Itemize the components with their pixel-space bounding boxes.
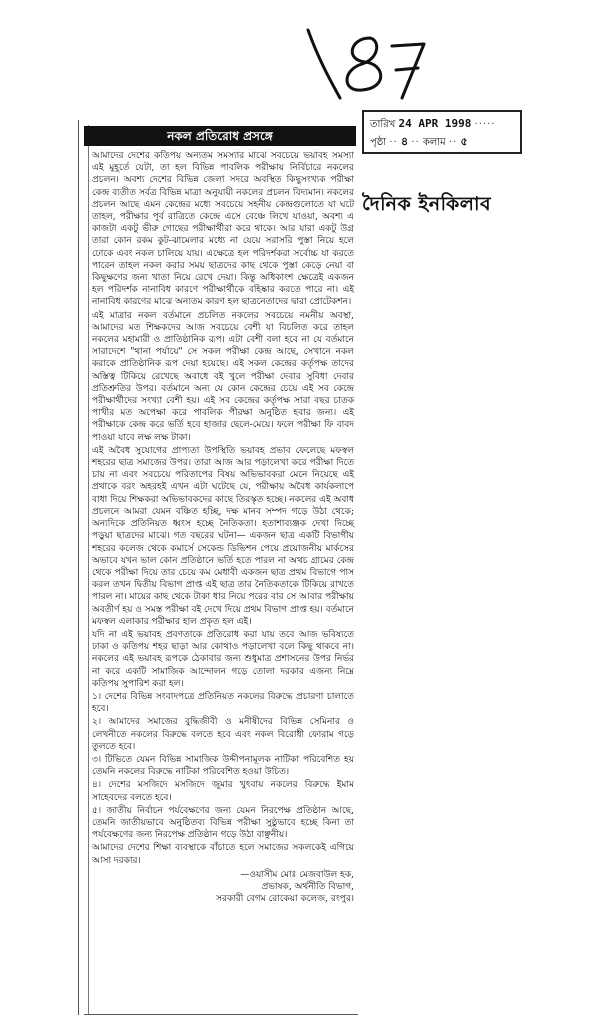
stamp-column-label: কলাম <box>422 137 446 148</box>
column-rule <box>88 125 89 1015</box>
article-paragraph: যদি না এই ভয়াবহ প্রবণতাকে প্রতিরোধ করা যায় তবে আজ ভবিষ্যতে ঢাকা ও কতিপয় শহর ছাড়া আর কোথাও পড়ালেখা বলে কিছু থাকবে না। নকলের এই ভয়াবহ রূপকে ঠেকাবার জন্য শুধুমাত্র প্রশাসনের উপর নির্ভর না করে একটি সামাজিক আন্দোলন গড়ে তোলা দরকার এজন্য নিম্নে কতিপয় সুপারিশ করা হল। <box>92 629 354 689</box>
stamp-dots: ·· <box>448 137 458 148</box>
folio-number-text: 187 <box>500 218 502 219</box>
stamp-column-value: ৫ <box>460 135 468 148</box>
clipping-bottom-edge <box>84 1014 358 1015</box>
article-headline: নকল প্রতিরোধ প্রসঙ্গে <box>84 126 356 146</box>
stamp-date-label: তারিখ <box>370 119 396 130</box>
stamp-dots: ·· <box>411 137 420 148</box>
stamp-page-row <box>370 133 514 151</box>
newspaper-name: দৈনিক ইনকিলাব <box>362 193 492 215</box>
stamp-page-label: পৃষ্ঠা <box>370 137 387 148</box>
article-paragraph: এই মাত্রার নকল বর্তমানে প্রচলিত নকলের সবচেয়ে নমনীয় অবস্থা, আমাদের মত শিক্ষকদের আজ সবচেয়ে বেশী যা বিচলিত করে তাহল নকলের মহামারী ও প্রাতিষ্ঠানিক রূপ। এটা বেশী বলা হবে না যে বর্তমানে সারাদেশে "থানা পর্যায়ে" সে সকল পরীক্ষা কেন্দ্র আছে, সেখানে নকল করাকে প্রাতিষ্ঠানিক রূপ দেয়া হয়েছে। এই সকল কেন্দ্রের কর্তৃপক্ষ তাদের অস্তিত্ব টিকিয়ে রেখেছে অবাধে বই খুলে পরীক্ষা দেবার সুবিধা দেবার প্রতিশ্রুতির উপর। বর্তমানে অন্য যে কোন কেন্দ্রের চেয়ে এই সব কেন্দ্রে পরীক্ষার্থীদের সংখ্যা বেশী হয়। এই সব কেন্দ্রের কর্তৃপক্ষ সারা বছর চাতক পাখীর মত অপেক্ষা করে পাবলিক পীরক্ষা অনুষ্ঠিত হবার জন্য। এই পরীক্ষাকে কেন্দ্র করে ভর্তি হবে হাজার ছেলে-মেয়ে। ফলে পরীক্ষা ফি বাবদ পাওয়া যাবে লক্ষ লক্ষ টাকা। <box>92 310 354 443</box>
author-title: প্রভাষক, অর্থনীতি বিভাগ, <box>261 881 354 892</box>
author-institution: সরকারী বেগম রোকেয়া কলেজ, রংপুর। <box>216 894 354 905</box>
recommendation-item: ৩। টিভিতে যেমন বিভিন্ন সামাজিক উদ্দীপনামূলক নাটিকা পরিবেশিত হয় তেমনি নকলের বিরুদ্ধে নাটিকা পরিবেশিত হওয়া উচিত। <box>92 754 354 778</box>
recommendation-item: ২। আমাদের সমাজের বুদ্ধিজীবী ও মনীষীদের বিভিন্ন সেমিনার ও লেখনীতে নকলের বিরুদ্ধে বলতে হবে এবং নকল বিরোধী ফোরাম গড়ে তুলতে হবে। <box>92 717 354 752</box>
stamp-page-value: ৪ <box>400 135 409 148</box>
recommendation-item: ৫। জাতীয় নির্বাচন পর্যবেক্ষণের জন্য যেমন নিরপেক্ষ প্রতিষ্ঠান আছে, তেমনি জাতীয়ভাবে অনুষ্ঠিতব্য বিভিন্ন পরীক্ষা সুষ্ঠুভাবে হচ্ছে কিনা তা পর্যবেক্ষণের জন্য নিরপেক্ষ প্রতিষ্ঠান গড়ে উঠা বাঞ্ছনীয়। <box>92 805 354 841</box>
article-paragraph: আমাদের দেশের কতিপয় অন্যতম সমস্যার মাঝে সবচেয়ে ভয়াবহ সমস্যা এই মুহূর্তে যেটা, তা হল বিভিন্ন পাবলিক পরীক্ষায় নির্বিচারে নকলের প্রচলন। অবশ্য দেশের বিভিন্ন জেলা সদরে অবস্থিত কিছুসংখ্যক পরীক্ষা কেন্দ্র ব্যতীত সর্বত্র বিভিন্ন মাত্রা অনুযায়ী নকলের প্রচলন বিদ্যমান। নকলের প্রচলন আছে এমন কেন্দ্রের মধ্যে সবচেয়ে সহনীয় কেন্দ্রগুলোতে যা ঘটে তাহল, পরীক্ষার পূর্ব রাত্রিতে কেন্দ্রে এসে বেঞ্চে লিখে যাওয়া, অবশ্য এ কাজটা একটু ভীরু গোছের পরীক্ষার্থীরা করে থাকে। আর যারা একটু উগ্র তারা কোন রকম কুট-ঝামেলার মধ্যে না যেয়ে সরাসরি পুস্তা নিয়ে হলে ঢোকে এবং নকল চালিয়ে যায়। এক্ষেত্রে হল পরিদর্শকরা সর্বোচ্চ যা করতে পারেন তাহল নকল করার সময় ছাত্রদের কাছ থেকে পুস্তা কেড়ে নেয়া বা কিছুক্ষণের জন্য খাতা নিয়ে রেখে দেয়া। কিন্তু অধিকাংশ ক্ষেত্রেই একজন হল পরিদর্শক নানাবিধ কারণে পরীক্ষার্থীকে বহিষ্কার করতে পারে না। এই নানাবিধ কারণের মাঝে অন্যতম কারণ হল ছাত্রনেতাদের দ্বারা প্রোটেকশন। <box>92 151 354 308</box>
stamp-dots: ·· <box>389 137 398 148</box>
recommendation-item: ১। দেশের বিভিন্ন সংবাদপত্রে প্রতিনিয়ত নকলের বিরুদ্ধে প্রচারণা চালাতে হবে। <box>92 691 354 715</box>
stamp-date-row <box>370 115 514 133</box>
author-signature <box>92 869 354 906</box>
stamp-dots: ····· <box>474 119 496 130</box>
recommendation-item: ৪। দেশের মসজিদে মসজিদে জুমার খুৎবায় নকলের বিরুদ্ধে ইমাম সাহেবদের বলতে হবে। <box>92 780 354 803</box>
article-paragraph: এই অবৈধ সুযোগের প্রাপ্যতা উপস্থিতি ভয়াবহ প্রভাব ফেলেছে মফস্বল শহরের ছাত্র সমাজের উপর। তারা আজ আর পড়ালেখা করে পরীক্ষা দিতে চায় না এবং সবচেয়ে পরিতাপের বিষয় অভিভাবকরা মেনে নিয়েছে এই প্রথাকে বরং অহরহই এখন এটা ঘটেছে যে, পরীক্ষায় অবৈধ কার্যকলাপে বাধা দিয়ে শিক্ষকরা অভিভাবকদের কাছে তিরস্কৃত হচ্ছে। নকলের এই অবাধ প্রচলনে আমরা যেমন বঞ্চিত হচ্ছি, দক্ষ মানব সম্পদ গড়ে উঠা থেকে; অন্যদিকে প্রতিনিয়ত ধ্বংস হচ্ছে নৈতিকতা। হতাশাব্যঞ্জক দেখা দিচ্ছে পড়ুয়া ছাত্রদের মাঝে। গত বছরের ঘটনা— একজন ছাত্র একটি বিভাগীয় শহরের কলেজ থেকে কমার্সে সেকেন্ড ডিভিশন পেয়ে প্রয়োজনীয় মার্কসের অভাবে যখন ভাল কোন প্রতিষ্ঠানে ভর্তি হতে পারল না অথচ গ্রামের কেন্দ্র থেকে পরীক্ষা দিয়ে তার চেয়ে কম মেধাবী একজন ছাত্র প্রথম বিভাগে পাস করল তখন দ্বিতীয় বিভাগ প্রাপ্ত এই ছাত্র তার নৈতিকতাকে টিকিয়ে রাখতে পারল না। মায়ের কাছ থেকে টাকা ধার নিয়ে পরের বার সে আবার পরীক্ষায় অবতীর্ণ হয় ও সমস্ত পরীক্ষা বই দেখে দিয়ে প্রথম বিভাগ প্রাপ্ত হয়। বর্তমানে মফস্বল এলাকার পরীক্ষার হাল প্রকৃত হল এই। <box>92 445 354 627</box>
author-name: —ওয়াসীম মোঃ মেজবাউল হক, <box>240 869 354 880</box>
stamp-date-value: 24 APR 1998 <box>398 117 472 130</box>
date-stamp-box <box>362 110 522 154</box>
article-body <box>92 150 354 1010</box>
article-paragraph: আমাদের দেশের শিক্ষা ব্যবস্থাকে বাঁচাতে হলে সমাজের সকলকেই এগিয়ে আসা দরকার। <box>92 843 354 866</box>
